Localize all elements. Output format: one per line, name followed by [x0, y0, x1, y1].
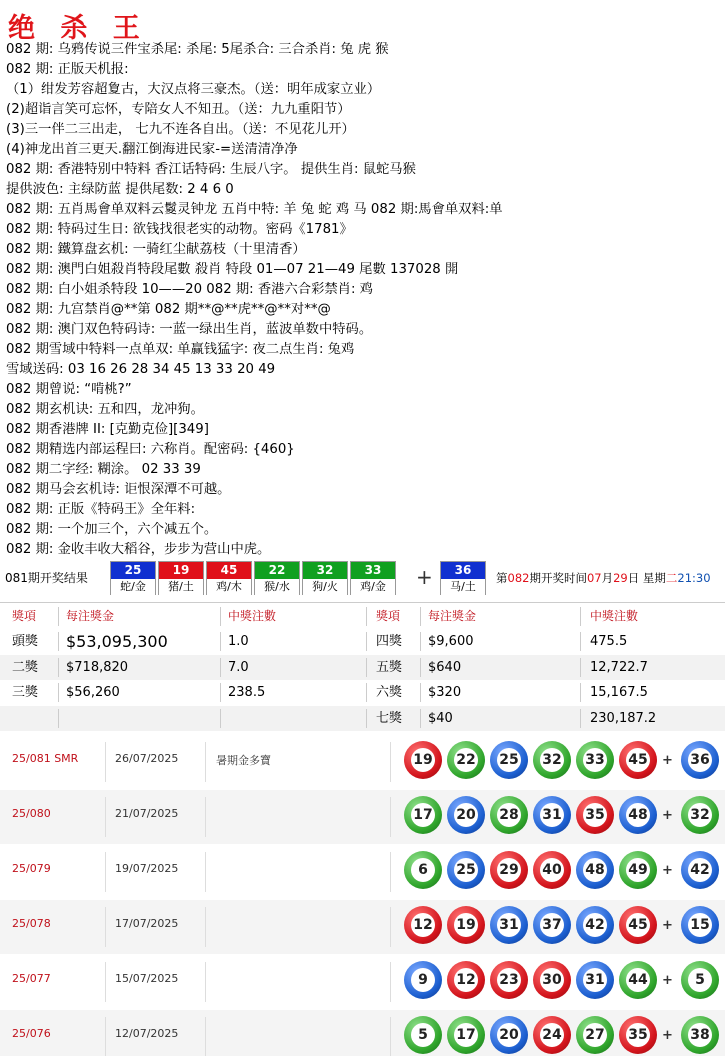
number-ball: [404, 1016, 442, 1054]
result-ball-number: 33: [351, 562, 395, 579]
prize-header-cell: 每注獎金: [66, 609, 115, 623]
ball-number: 20: [497, 1023, 521, 1047]
column-divider: [105, 962, 106, 1002]
prize-cell: 五獎: [376, 659, 403, 675]
next-prefix: 第: [496, 571, 508, 585]
ball-number: 49: [626, 858, 650, 882]
column-divider: [390, 742, 391, 782]
ball-number: 20: [454, 803, 478, 827]
column-divider: [58, 658, 59, 677]
result-ball-zodiac: 猴/水: [255, 579, 299, 595]
ball-number: 32: [688, 803, 712, 827]
column-divider: [366, 607, 367, 626]
draw-date: 19/07/2025: [115, 862, 179, 875]
column-divider: [580, 658, 581, 677]
column-divider: [580, 709, 581, 728]
prize-cell: $53,095,300: [66, 632, 168, 651]
history-row: [0, 1010, 725, 1056]
next-time: 21:30: [677, 571, 711, 585]
ball-number: 25: [497, 748, 521, 772]
ball-number: 5: [688, 968, 712, 992]
result-ball-zodiac: 鸡/金: [351, 579, 395, 595]
column-divider: [205, 907, 206, 947]
prediction-line: 082 期马会玄机诗: 讵恨深潭不可越。: [6, 482, 231, 497]
column-divider: [58, 632, 59, 651]
number-ball: [404, 796, 442, 834]
number-ball: [490, 961, 528, 999]
column-divider: [420, 683, 421, 702]
result-ball-number: 25: [111, 562, 155, 579]
prediction-line: 082 期二字经: 糊涂。 02 33 39: [6, 462, 201, 477]
number-ball: [533, 961, 571, 999]
column-divider: [105, 852, 106, 892]
result-ball-number: 22: [255, 562, 299, 579]
ball-number: 31: [540, 803, 564, 827]
prize-header-cell: 中獎注數: [228, 609, 277, 623]
column-divider: [580, 632, 581, 651]
prize-cell: 四獎: [376, 634, 403, 649]
column-divider: [390, 797, 391, 837]
prize-cell: $9,600: [428, 634, 474, 649]
result-ball: [206, 561, 252, 595]
ball-number: 45: [626, 913, 650, 937]
column-divider: [366, 632, 367, 651]
number-ball: [490, 1016, 528, 1054]
prize-cell: $320: [428, 685, 462, 700]
plus-sign: +: [662, 973, 673, 988]
next-mid: 期开奖时间: [529, 571, 587, 585]
prediction-line: 082 期雪域中特料一点单双: 单赢钱猛字: 夜二点生肖: 兔鸡: [6, 342, 355, 357]
prediction-line: 082 期: 白小姐杀特段 10——20 082 期: 香港六合彩禁肖: 鸡: [6, 282, 373, 297]
history-row: [0, 900, 725, 954]
plus-sign: +: [662, 753, 673, 768]
draw-date: 12/07/2025: [115, 1027, 179, 1040]
prediction-line: 082 期: 香港特别中特料 香江话特码: 生辰八字。 提供生肖: 鼠蛇马猴: [6, 162, 416, 177]
number-ball: [576, 796, 614, 834]
column-divider: [366, 658, 367, 677]
ball-number: 29: [497, 858, 521, 882]
result-ball-number: 36: [441, 562, 485, 579]
number-ball: [619, 1016, 657, 1054]
ball-number: 17: [411, 803, 435, 827]
prediction-line: 雪域送码: 03 16 26 28 34 45 13 33 20 49: [6, 362, 276, 377]
prize-header-cell: 每注獎金: [428, 609, 477, 623]
prize-cell: 二獎: [12, 659, 39, 675]
result-ball-zodiac: 狗/火: [303, 579, 347, 595]
ball-number: 33: [583, 748, 607, 772]
next-weekday: 二: [665, 571, 678, 585]
prediction-line: 082 期曾说: “啃桃?”: [6, 382, 132, 397]
column-divider: [366, 683, 367, 702]
next-day-suffix: 日 星期: [627, 571, 666, 585]
number-ball: [447, 1016, 485, 1054]
prediction-line: 082 期: 鐵算盘玄机: 一骑红尘献荔枝（十里清香）: [6, 242, 306, 257]
column-divider: [205, 852, 206, 892]
draw-id: 25/081 SMR: [12, 752, 79, 765]
draw-note: 暑期金多寶: [216, 754, 271, 767]
ball-number: 36: [688, 748, 712, 772]
history-row: [0, 790, 725, 844]
number-ball: [576, 1016, 614, 1054]
next-month-suffix: 月: [601, 571, 614, 585]
ball-number: 45: [626, 748, 650, 772]
page-title: 绝 杀 王: [8, 13, 148, 44]
prediction-line: （1）绀发芳容超夐古，大汉点将三豪杰。（送：明年成家立业）: [6, 82, 381, 97]
result-ball-zodiac: 猪/土: [159, 579, 203, 595]
ball-number: 25: [454, 858, 478, 882]
ball-number: 17: [454, 1023, 478, 1047]
prize-row: [0, 655, 725, 680]
ball-number: 12: [454, 968, 478, 992]
result-ball: [302, 561, 348, 595]
ball-number: 38: [688, 1023, 712, 1047]
prize-table: [0, 602, 725, 730]
column-divider: [220, 709, 221, 728]
number-ball: [490, 851, 528, 889]
ball-number: 9: [411, 968, 435, 992]
ball-number: 23: [497, 968, 521, 992]
prize-header-cell: 獎項: [12, 609, 37, 623]
ball-number: 5: [411, 1023, 435, 1047]
prize-row: [0, 680, 725, 705]
prize-cell: 三獎: [12, 685, 39, 700]
draw-id: 25/076: [12, 1027, 51, 1040]
number-ball: [404, 961, 442, 999]
column-divider: [420, 632, 421, 651]
prize-cell: 7.0: [228, 659, 249, 675]
ball-number: 37: [540, 913, 564, 937]
column-divider: [420, 607, 421, 626]
prediction-line: 082 期: 澳門白姐殺肖特段尾數 殺肖 特段 01—07 21—49 尾數 137028 開: [6, 262, 459, 277]
result-ball: [158, 561, 204, 595]
plus-sign: +: [416, 565, 433, 589]
result-ball: [254, 561, 300, 595]
number-ball: [533, 906, 571, 944]
prediction-line: 082 期香港牌 II: [克勤克俭][349]: [6, 422, 209, 437]
prediction-line: 082 期精选内部运程曰: 六称肖。配密码: {460}: [6, 442, 295, 457]
history-row: [0, 845, 725, 899]
ball-number: 22: [454, 748, 478, 772]
prediction-line: 提供波色: 主绿防蓝 提供尾数: 2 4 6 0: [6, 182, 234, 197]
plus-sign: +: [662, 1028, 673, 1043]
prediction-line: 082 期: 乌鸦传说三件宝杀尾: 杀尾: 5尾杀合: 三合杀肖: 兔 虎 猴: [6, 42, 389, 57]
ball-number: 15: [688, 913, 712, 937]
draw-id: 25/079: [12, 862, 51, 875]
column-divider: [366, 709, 367, 728]
result-ball-number: 45: [207, 562, 251, 579]
number-ball: [576, 741, 614, 779]
prize-header-cell: 中獎注數: [590, 609, 639, 623]
prize-cell: $718,820: [66, 659, 129, 675]
prediction-line: 082 期: 一个加三个，六个减五个。: [6, 522, 218, 537]
number-ball: [533, 796, 571, 834]
ball-number: 35: [583, 803, 607, 827]
plus-sign: +: [662, 808, 673, 823]
special-ball: [681, 961, 719, 999]
prize-row: [0, 629, 725, 654]
prize-cell: $56,260: [66, 685, 120, 700]
draw-date: 21/07/2025: [115, 807, 179, 820]
prize-cell: 475.5: [590, 634, 628, 649]
last-result-row: [0, 560, 725, 598]
column-divider: [420, 709, 421, 728]
special-result-ball: [440, 561, 486, 595]
prediction-line: (3)三一伴二三出走， 七九不连各自出。（送：不见花儿开）: [6, 122, 355, 137]
column-divider: [220, 683, 221, 702]
column-divider: [58, 607, 59, 626]
column-divider: [205, 742, 206, 782]
prize-cell: $640: [428, 659, 462, 675]
draw-date: 17/07/2025: [115, 917, 179, 930]
prediction-line: 082 期: 正版天机报:: [6, 62, 129, 77]
column-divider: [105, 797, 106, 837]
prize-cell: 238.5: [228, 685, 266, 700]
number-ball: [490, 796, 528, 834]
ball-number: 48: [583, 858, 607, 882]
column-divider: [58, 709, 59, 728]
special-ball: [681, 1016, 719, 1054]
column-divider: [58, 683, 59, 702]
column-divider: [390, 907, 391, 947]
prediction-line: 082 期: 澳门双色特码诗: 一蓝一绿出生肖，蓝波单数中特码。: [6, 322, 373, 337]
prize-cell: 12,722.7: [590, 659, 648, 675]
column-divider: [390, 962, 391, 1002]
ball-number: 42: [688, 858, 712, 882]
number-ball: [576, 961, 614, 999]
prize-header-cell: 獎項: [376, 609, 401, 623]
prize-cell: 1.0: [228, 634, 249, 649]
result-ball: [110, 561, 156, 595]
prize-cell: 六獎: [376, 685, 403, 700]
ball-number: 6: [411, 858, 435, 882]
result-ball: [350, 561, 396, 595]
prize-cell: 230,187.2: [590, 710, 657, 726]
column-divider: [105, 1017, 106, 1056]
column-divider: [580, 607, 581, 626]
number-ball: [490, 741, 528, 779]
ball-number: 48: [626, 803, 650, 827]
number-ball: [447, 961, 485, 999]
ball-number: 35: [626, 1023, 650, 1047]
draw-id: 25/080: [12, 807, 51, 820]
column-divider: [205, 797, 206, 837]
number-ball: [619, 851, 657, 889]
column-divider: [220, 658, 221, 677]
number-ball: [533, 1016, 571, 1054]
prediction-line: 082 期: 金收丰收大稻谷，步步为营山中虎。: [6, 542, 271, 557]
ball-number: 44: [626, 968, 650, 992]
draw-date: 15/07/2025: [115, 972, 179, 985]
column-divider: [205, 962, 206, 1002]
prize-cell: 頭獎: [12, 634, 39, 649]
column-divider: [580, 683, 581, 702]
result-ball-number: 32: [303, 562, 347, 579]
special-ball: [681, 906, 719, 944]
history-row: [0, 735, 725, 789]
prediction-line: (2)超诣言笑可忘怀，专陪女人不知丑。（送：九九重阳节）: [6, 102, 351, 117]
prediction-line: 082 期: 正版《特码王》全年料:: [6, 502, 196, 517]
number-ball: [619, 961, 657, 999]
special-ball: [681, 796, 719, 834]
next-day: 29: [613, 571, 628, 585]
number-ball: [490, 906, 528, 944]
prediction-line: 082 期: 九宫禁肖@**第 082 期**@**虎**@**对**@: [6, 302, 331, 317]
number-ball: [533, 851, 571, 889]
result-ball-zodiac: 马/土: [441, 579, 485, 595]
prize-cell: $40: [428, 710, 453, 726]
number-ball: [619, 796, 657, 834]
plus-sign: +: [662, 918, 673, 933]
draw-date: 26/07/2025: [115, 752, 179, 765]
special-ball: [681, 851, 719, 889]
prediction-lines: [6, 40, 721, 560]
prediction-line: 082 期: 五肖馬會单双料云鬉灵钟龙 五肖中特: 羊 兔 蛇 鸡 马 082 期:馬會单双料:单: [6, 202, 503, 217]
column-divider: [205, 1017, 206, 1056]
plus-sign: +: [662, 863, 673, 878]
ball-number: 27: [583, 1023, 607, 1047]
number-ball: [619, 741, 657, 779]
number-ball: [404, 741, 442, 779]
ball-number: 12: [411, 913, 435, 937]
number-ball: [619, 906, 657, 944]
prize-row: [0, 706, 725, 731]
ball-number: 42: [583, 913, 607, 937]
prize-header-row: [0, 604, 725, 629]
prediction-line: 082 期玄机诀: 五和四，龙冲狗。: [6, 402, 204, 417]
column-divider: [105, 907, 106, 947]
number-ball: [447, 796, 485, 834]
prediction-line: (4)神龙出首三更天.翻江倒海进民家-=送清清净净: [6, 142, 298, 157]
ball-number: 31: [497, 913, 521, 937]
result-ball-zodiac: 蛇/金: [111, 579, 155, 595]
result-ball-zodiac: 鸡/木: [207, 579, 251, 595]
ball-number: 19: [411, 748, 435, 772]
ball-number: 24: [540, 1023, 564, 1047]
ball-number: 28: [497, 803, 521, 827]
history-row: [0, 955, 725, 1009]
ball-number: 40: [540, 858, 564, 882]
number-ball: [447, 851, 485, 889]
column-divider: [105, 742, 106, 782]
draw-id: 25/078: [12, 917, 51, 930]
ball-number: 30: [540, 968, 564, 992]
special-ball: [681, 741, 719, 779]
number-ball: [533, 741, 571, 779]
number-ball: [576, 906, 614, 944]
column-divider: [390, 1017, 391, 1056]
prize-cell: 15,167.5: [590, 685, 648, 700]
column-divider: [390, 852, 391, 892]
number-ball: [576, 851, 614, 889]
ball-number: 31: [583, 968, 607, 992]
last-result-label: 081期开奖结果: [5, 571, 88, 585]
draw-id: 25/077: [12, 972, 51, 985]
result-ball-number: 19: [159, 562, 203, 579]
column-divider: [220, 632, 221, 651]
column-divider: [420, 658, 421, 677]
next-month: 07: [586, 571, 602, 585]
next-draw-info: [496, 570, 711, 586]
number-ball: [447, 906, 485, 944]
number-ball: [404, 851, 442, 889]
prize-cell: 七獎: [376, 710, 403, 726]
next-issue: 082: [507, 571, 530, 585]
column-divider: [220, 607, 221, 626]
ball-number: 32: [540, 748, 564, 772]
ball-number: 19: [454, 913, 478, 937]
prediction-line: 082 期: 特码过生日: 欲钱找很老实的动物。密码《1781》: [6, 222, 353, 237]
number-ball: [404, 906, 442, 944]
number-ball: [447, 741, 485, 779]
